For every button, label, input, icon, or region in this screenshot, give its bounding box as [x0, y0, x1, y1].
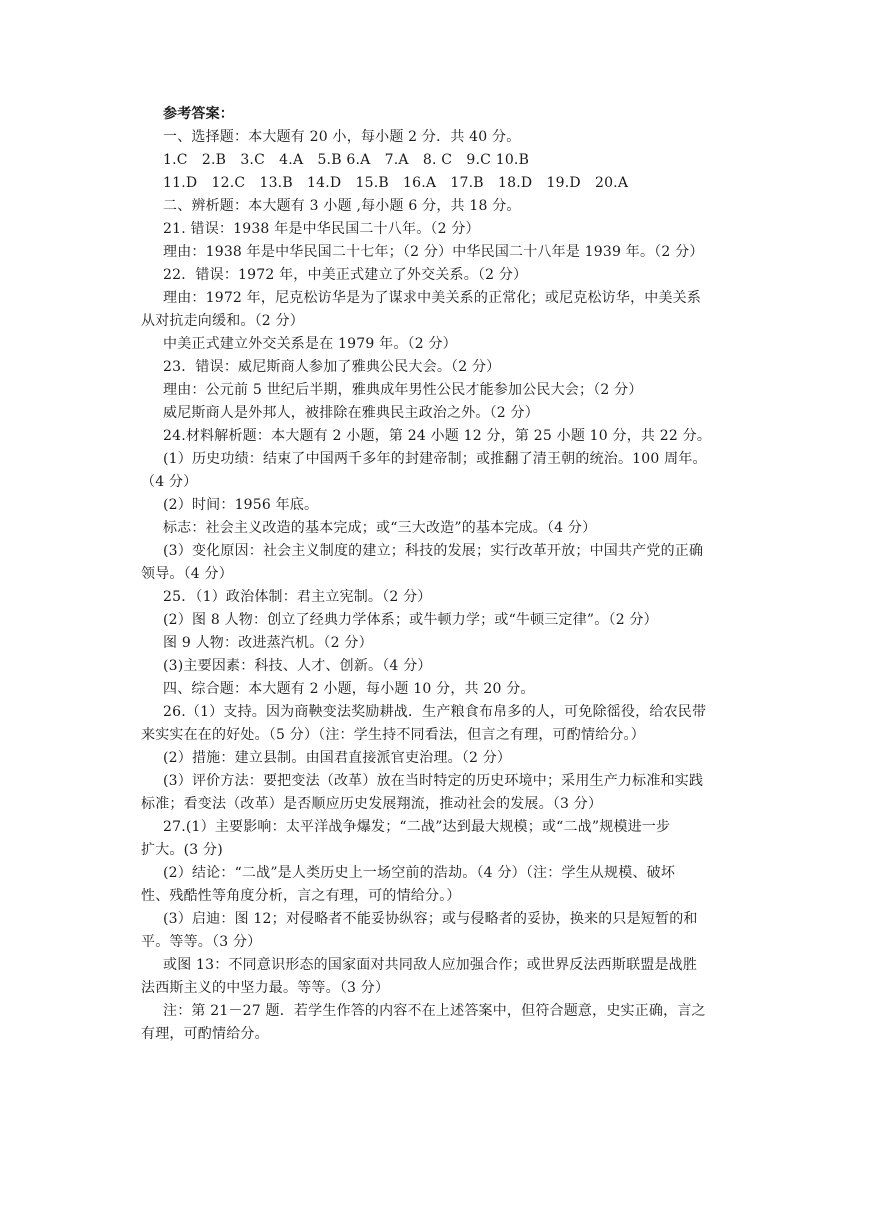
- text-line: 来实实在在的好处。（5 分）（注：学生持不同看法，但言之有理，可酌情给分。）: [141, 727, 645, 743]
- text-line: (2）结论：“二战”是人类历史上一场空前的浩劫。（4 分）（注：学生从规模、破坏: [163, 865, 676, 881]
- text-line: 法西斯主义的中坚力最。等等。（3 分）: [141, 980, 390, 996]
- text-line: (3）变化原因：社会主义制度的建立；科技的发展；实行改革开放；中国共产党的正确: [163, 543, 704, 559]
- text-line: (2）时间：1956 年底。: [163, 497, 319, 513]
- text-line: 性、残酷性等角度分析，言之有理，可的情给分。）: [141, 888, 461, 904]
- text-line: 注：第 21－27 题．若学生作答的内容不在上述答案中，但符合题意，史实正确，言之: [163, 1003, 706, 1019]
- text-line: 图 9 人物：改进蒸汽机。（2 分）: [163, 635, 373, 651]
- text-line: 24.材料解析题：本大题有 2 小题，第 24 小题 12 分，第 25 小题 10 分，共 22 分。: [163, 428, 712, 444]
- text-line: (3）启迪：图 12；对侵略者不能妥协纵容；或与侵略者的妥协，换来的只是短暂的和: [163, 911, 698, 927]
- text-line: (2）图 8 人物：创立了经典力学体系；或牛顿力学；或“牛顿三定律”。（2 分）: [163, 612, 658, 628]
- text-line: 四、综合题：本大题有 2 小题，每小题 10 分，共 20 分。: [163, 681, 535, 697]
- text-line: 平。等等。（3 分）: [141, 934, 262, 950]
- text-line: 11.D 12.C 13.B 14.D 15.B 16.A 17.B 18.D 19.D 20.A: [163, 175, 629, 191]
- text-line: 23．错误：威尼斯商人参加了雅典公民大会。（2 分）: [163, 359, 501, 375]
- text-line: (1）历史功绩：结束了中国两千多年的封建帝制；或推翻了清王朝的统治。100 周年。: [163, 451, 707, 467]
- text-line: 理由：1972 年，尼克松访华是为了谋求中美关系的正常化；或尼克松访华，中美关系: [163, 290, 702, 306]
- text-line: 中美正式建立外交关系是在 1979 年。（2 分）: [163, 336, 457, 352]
- text-line: 二、辨析题：本大题有 3 小题 ,每小题 6 分，共 18 分。: [163, 198, 521, 214]
- text-line: 从对抗走向缓和。（2 分）: [141, 313, 304, 329]
- text-line: 有理，可酌情给分。: [141, 1026, 269, 1042]
- text-line: 21. 错误：1938 年是中华民国二十八年。（2 分）: [163, 221, 480, 237]
- text-line: 威尼斯商人是外邦人，被排除在雅典民主政治之外。（2 分）: [163, 405, 539, 421]
- text-line: 领导。（4 分）: [141, 566, 233, 582]
- text-line: 扩大。(3 分): [141, 842, 223, 858]
- text-line: 26.（1）支持。因为商鞅变法奖励耕战．生产粮食布帛多的人，可免除徭役，给农民带: [163, 704, 707, 720]
- text-line: 27.(1）主要影响：太平洋战争爆发；“二战”达到最大规模；或“二战”规模进一步: [163, 819, 671, 835]
- text-line: 一、选择题：本大题有 20 小，每小题 2 分．共 40 分。: [163, 129, 521, 145]
- text-line: (2）措施：建立县制。由国君直接派官吏治理。（2 分）: [163, 750, 512, 766]
- text-line: 标志：社会主义改造的基本完成；或“三大改造”的基本完成。（4 分）: [163, 520, 597, 536]
- text-line: (3)主要因素：科技、人才、创新。（4 分）: [163, 658, 432, 674]
- text-line: 22．错误：1972 年，中美正式建立了外交关系。（2 分）: [163, 267, 528, 283]
- text-line: 标准；看变法（改革）是否顺应历史发展翔流，推动社会的发展。（3 分）: [141, 796, 603, 812]
- text-line: 25．（1）政治体制：君主立宪制。（2 分）: [163, 589, 432, 605]
- page-title: 参考答案：: [163, 106, 234, 122]
- text-line: 理由：公元前 5 世纪后半期，雅典成年男性公民才能参加公民大会；（2 分）: [163, 382, 643, 398]
- text-line: 1.C 2.B 3.C 4.A 5.B 6.A 7.A 8. C 9.C 10.B: [163, 152, 530, 168]
- text-line: 或图 13：不同意识形态的国家面对共同敌人应加强合作；或世界反法西斯联盟是战胜: [163, 957, 698, 973]
- text-line: （4 分）: [141, 474, 198, 490]
- text-line: 理由：1938 年是中华民国二十七年；（2 分）中华民国二十八年是 1939 年。（2 分）: [163, 244, 704, 260]
- text-line: (3）评价方法：要把变法（改革）放在当时特定的历史环境中；采用生产力标准和实践: [163, 773, 704, 789]
